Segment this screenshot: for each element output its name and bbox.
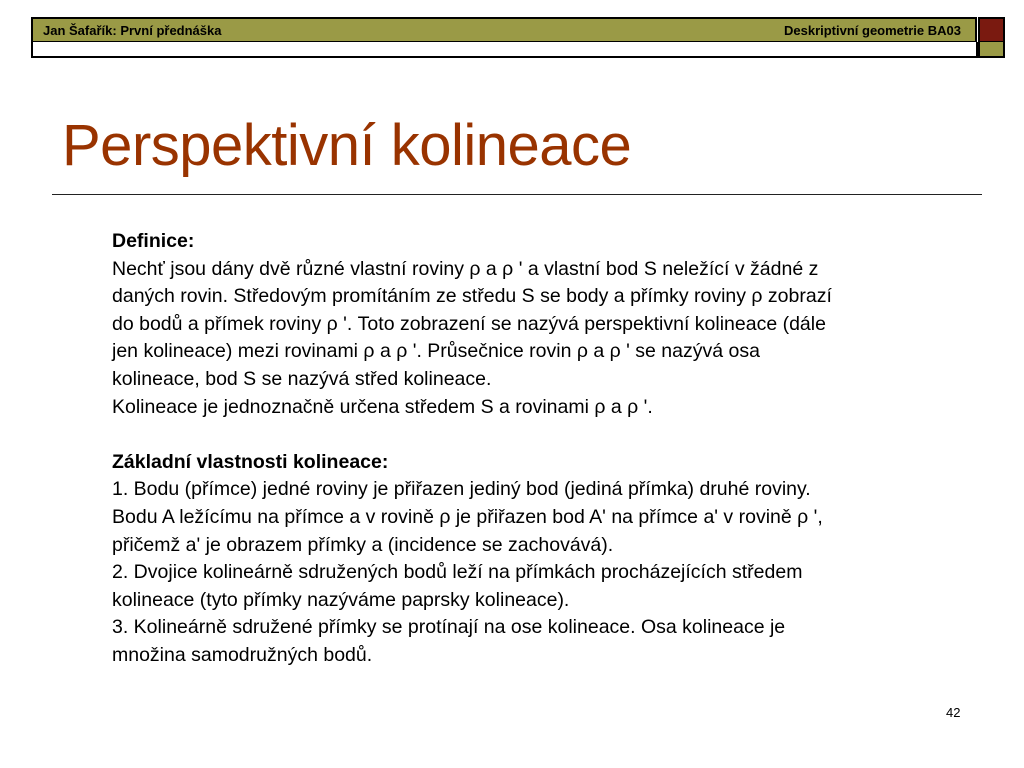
definition-line: Nechť jsou dány dvě různé vlastní roviny ρ a ρ ' a vlastní bod S neležící v žádné z	[112, 257, 819, 280]
slide-body	[112, 228, 972, 670]
property-line: 1. Bodu (přímce) jedné roviny je přiřazen jediný bod (jediná přímka) druhé roviny.	[112, 478, 811, 501]
slide-header-bar	[31, 17, 977, 43]
definition-line: kolineace, bod S se nazývá střed kolineace.	[112, 367, 492, 390]
page-number: 42	[946, 705, 961, 720]
slide-title: Perspektivní kolineace	[62, 113, 632, 178]
header-author: Jan Šafařík: První přednáška	[43, 23, 222, 38]
header-course: Deskriptivní geometrie BA03	[783, 23, 961, 38]
property-line: přičemž a' je obrazem přímky a (incidence se zachovává).	[112, 533, 614, 556]
property-line: 3. Kolineárně sdružené přímky se protínají na ose kolineace. Osa kolineace je	[112, 616, 786, 639]
definition-line: do bodů a přímek roviny ρ '. Toto zobrazení se nazývá perspektivní kolineace (dále	[112, 312, 826, 335]
title-divider	[52, 194, 982, 195]
paragraph-gap	[112, 421, 972, 449]
definition-heading: Definice:	[112, 230, 195, 252]
property-line: množina samodružných bodů.	[112, 643, 373, 666]
property-line: Bodu A ležícímu na přímce a v rovině ρ je přiřazen bod A' na přímce a' v rovině ρ ',	[112, 505, 823, 528]
property-line: kolineace (tyto přímky nazýváme paprsky kolineace).	[112, 588, 570, 611]
definition-line: jen kolineace) mezi rovinami ρ a ρ '. Průsečnice rovin ρ a ρ ' se nazývá osa	[112, 340, 760, 363]
definition-line: daných rovin. Středovým promítáním ze středu S se body a přímky roviny ρ zobrazí	[112, 285, 832, 308]
property-line: 2. Dvojice kolineárně sdružených bodů leží na přímkách procházejících středem	[112, 561, 803, 584]
corner-decoration-lower	[978, 42, 1005, 58]
corner-decoration	[978, 17, 1005, 43]
header-frame	[31, 42, 978, 58]
properties-heading: Základní vlastnosti kolineace:	[112, 450, 389, 473]
definition-line: Kolineace je jednoznačně určena středem S a rovinami ρ a ρ '.	[112, 395, 653, 418]
